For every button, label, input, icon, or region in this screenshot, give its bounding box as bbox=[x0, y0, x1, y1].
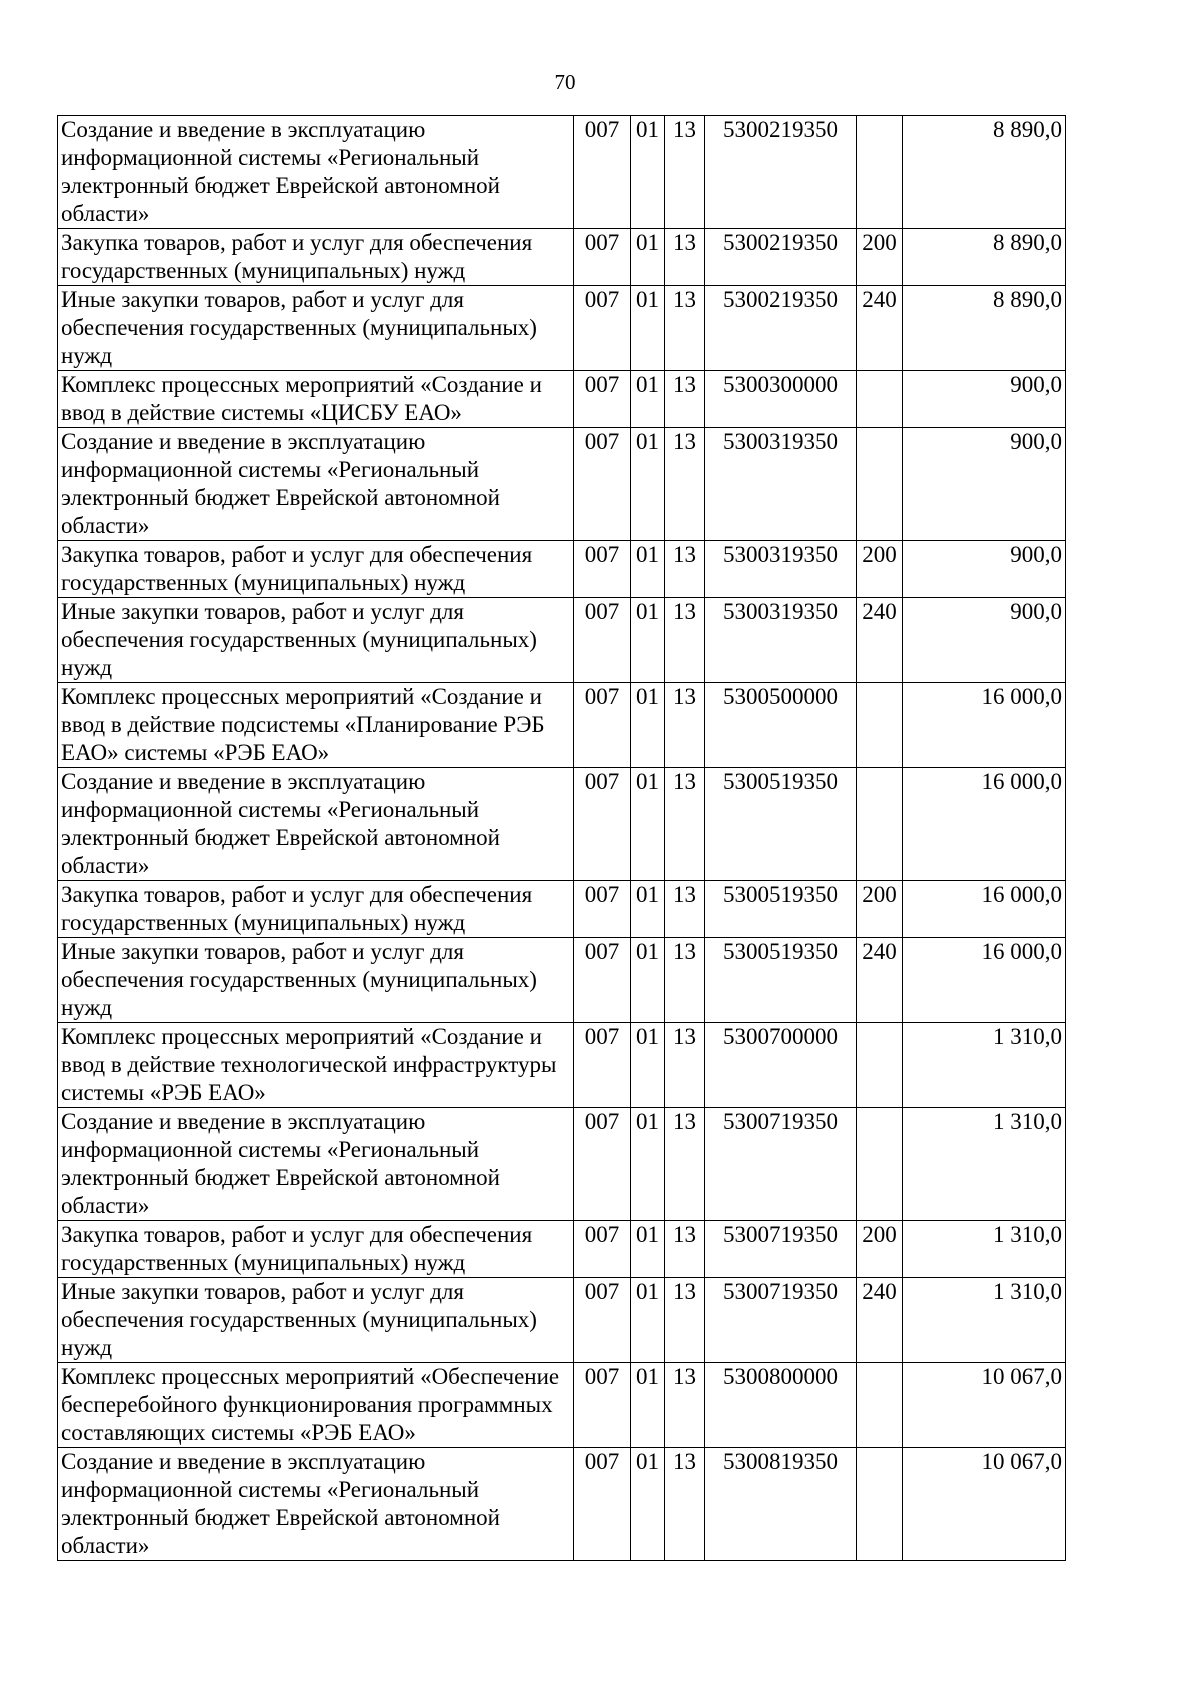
row-rz-cell: 01 bbox=[631, 371, 665, 428]
row-csr-cell: 5300719350 bbox=[705, 1221, 857, 1278]
row-name-cell: Комплекс процессных мероприятий «Обеспечение бесперебойного функционирования программных составляющих системы «РЭБ ЕАО» bbox=[58, 1363, 574, 1448]
row-ved-cell: 007 bbox=[574, 116, 631, 229]
table-row bbox=[58, 371, 1066, 428]
table-row bbox=[58, 1108, 1066, 1221]
row-rz-cell: 01 bbox=[631, 881, 665, 938]
row-sum-cell: 1 310,0 bbox=[903, 1221, 1066, 1278]
row-pr-cell: 13 bbox=[665, 881, 705, 938]
table-row bbox=[58, 116, 1066, 229]
row-ved-cell: 007 bbox=[574, 229, 631, 286]
row-pr-cell: 13 bbox=[665, 1023, 705, 1108]
row-vr-cell: 240 bbox=[857, 598, 903, 683]
row-sum-cell: 8 890,0 bbox=[903, 116, 1066, 229]
row-sum-cell: 900,0 bbox=[903, 598, 1066, 683]
row-pr-cell: 13 bbox=[665, 1221, 705, 1278]
table-row bbox=[58, 286, 1066, 371]
row-ved-cell: 007 bbox=[574, 1363, 631, 1448]
row-pr-cell: 13 bbox=[665, 1363, 705, 1448]
row-sum-cell: 900,0 bbox=[903, 541, 1066, 598]
row-ved-cell: 007 bbox=[574, 541, 631, 598]
row-csr-cell: 5300719350 bbox=[705, 1108, 857, 1221]
row-rz-cell: 01 bbox=[631, 1448, 665, 1561]
row-rz-cell: 01 bbox=[631, 1221, 665, 1278]
table-row bbox=[58, 1023, 1066, 1108]
row-csr-cell: 5300500000 bbox=[705, 683, 857, 768]
row-name-cell: Комплекс процессных мероприятий «Создание и ввод в действие подсистемы «Планирование РЭБ ЕАО» системы «РЭБ ЕАО» bbox=[58, 683, 574, 768]
budget-table-body bbox=[58, 116, 1066, 1561]
row-rz-cell: 01 bbox=[631, 683, 665, 768]
row-pr-cell: 13 bbox=[665, 286, 705, 371]
budget-table bbox=[57, 115, 1066, 1561]
row-rz-cell: 01 bbox=[631, 116, 665, 229]
row-vr-cell bbox=[857, 428, 903, 541]
row-rz-cell: 01 bbox=[631, 1023, 665, 1108]
row-csr-cell: 5300319350 bbox=[705, 598, 857, 683]
row-csr-cell: 5300519350 bbox=[705, 881, 857, 938]
row-csr-cell: 5300219350 bbox=[705, 286, 857, 371]
row-pr-cell: 13 bbox=[665, 938, 705, 1023]
row-vr-cell: 200 bbox=[857, 541, 903, 598]
row-pr-cell: 13 bbox=[665, 683, 705, 768]
table-row bbox=[58, 768, 1066, 881]
table-row bbox=[58, 541, 1066, 598]
row-pr-cell: 13 bbox=[665, 116, 705, 229]
row-pr-cell: 13 bbox=[665, 428, 705, 541]
table-row bbox=[58, 938, 1066, 1023]
table-row bbox=[58, 229, 1066, 286]
table-row bbox=[58, 1448, 1066, 1561]
row-rz-cell: 01 bbox=[631, 598, 665, 683]
row-csr-cell: 5300700000 bbox=[705, 1023, 857, 1108]
row-pr-cell: 13 bbox=[665, 371, 705, 428]
row-vr-cell bbox=[857, 1108, 903, 1221]
row-vr-cell bbox=[857, 1363, 903, 1448]
row-ved-cell: 007 bbox=[574, 428, 631, 541]
row-csr-cell: 5300300000 bbox=[705, 371, 857, 428]
row-name-cell: Закупка товаров, работ и услуг для обеспечения государственных (муниципальных) нужд bbox=[58, 1221, 574, 1278]
page-number: 70 bbox=[554, 70, 576, 94]
row-ved-cell: 007 bbox=[574, 286, 631, 371]
row-ved-cell: 007 bbox=[574, 1448, 631, 1561]
table-row bbox=[58, 1221, 1066, 1278]
row-name-cell: Создание и введение в эксплуатацию информационной системы «Региональный электронный бюджет Еврейской автономной области» bbox=[58, 1108, 574, 1221]
row-sum-cell: 16 000,0 bbox=[903, 768, 1066, 881]
row-pr-cell: 13 bbox=[665, 598, 705, 683]
row-sum-cell: 8 890,0 bbox=[903, 286, 1066, 371]
row-csr-cell: 5300319350 bbox=[705, 428, 857, 541]
row-csr-cell: 5300519350 bbox=[705, 768, 857, 881]
row-rz-cell: 01 bbox=[631, 768, 665, 881]
row-rz-cell: 01 bbox=[631, 1363, 665, 1448]
row-ved-cell: 007 bbox=[574, 598, 631, 683]
row-ved-cell: 007 bbox=[574, 1023, 631, 1108]
row-ved-cell: 007 bbox=[574, 1108, 631, 1221]
row-sum-cell: 10 067,0 bbox=[903, 1363, 1066, 1448]
row-rz-cell: 01 bbox=[631, 1278, 665, 1363]
row-name-cell: Создание и введение в эксплуатацию информационной системы «Региональный электронный бюджет Еврейской автономной области» bbox=[58, 1448, 574, 1561]
row-rz-cell: 01 bbox=[631, 1108, 665, 1221]
row-pr-cell: 13 bbox=[665, 1278, 705, 1363]
row-sum-cell: 16 000,0 bbox=[903, 683, 1066, 768]
row-csr-cell: 5300319350 bbox=[705, 541, 857, 598]
row-csr-cell: 5300219350 bbox=[705, 229, 857, 286]
row-name-cell: Создание и введение в эксплуатацию информационной системы «Региональный электронный бюджет Еврейской автономной области» bbox=[58, 116, 574, 229]
row-csr-cell: 5300519350 bbox=[705, 938, 857, 1023]
row-pr-cell: 13 bbox=[665, 1108, 705, 1221]
row-rz-cell: 01 bbox=[631, 286, 665, 371]
table-row bbox=[58, 598, 1066, 683]
row-rz-cell: 01 bbox=[631, 938, 665, 1023]
row-vr-cell bbox=[857, 683, 903, 768]
row-vr-cell bbox=[857, 371, 903, 428]
row-vr-cell: 240 bbox=[857, 938, 903, 1023]
row-name-cell: Иные закупки товаров, работ и услуг для обеспечения государственных (муниципальных) нужд bbox=[58, 938, 574, 1023]
row-vr-cell bbox=[857, 1448, 903, 1561]
row-ved-cell: 007 bbox=[574, 881, 631, 938]
row-sum-cell: 1 310,0 bbox=[903, 1108, 1066, 1221]
row-name-cell: Закупка товаров, работ и услуг для обеспечения государственных (муниципальных) нужд bbox=[58, 881, 574, 938]
row-sum-cell: 10 067,0 bbox=[903, 1448, 1066, 1561]
row-name-cell: Создание и введение в эксплуатацию информационной системы «Региональный электронный бюджет Еврейской автономной области» bbox=[58, 428, 574, 541]
row-vr-cell: 240 bbox=[857, 286, 903, 371]
row-pr-cell: 13 bbox=[665, 541, 705, 598]
row-vr-cell bbox=[857, 768, 903, 881]
row-csr-cell: 5300719350 bbox=[705, 1278, 857, 1363]
row-vr-cell: 240 bbox=[857, 1278, 903, 1363]
row-ved-cell: 007 bbox=[574, 768, 631, 881]
row-name-cell: Закупка товаров, работ и услуг для обеспечения государственных (муниципальных) нужд bbox=[58, 541, 574, 598]
row-sum-cell: 1 310,0 bbox=[903, 1023, 1066, 1108]
row-vr-cell: 200 bbox=[857, 229, 903, 286]
row-ved-cell: 007 bbox=[574, 1278, 631, 1363]
row-name-cell: Иные закупки товаров, работ и услуг для обеспечения государственных (муниципальных) нужд bbox=[58, 286, 574, 371]
row-csr-cell: 5300819350 bbox=[705, 1448, 857, 1561]
table-row bbox=[58, 428, 1066, 541]
row-sum-cell: 16 000,0 bbox=[903, 938, 1066, 1023]
row-sum-cell: 900,0 bbox=[903, 428, 1066, 541]
row-vr-cell bbox=[857, 1023, 903, 1108]
row-ved-cell: 007 bbox=[574, 371, 631, 428]
row-ved-cell: 007 bbox=[574, 683, 631, 768]
row-rz-cell: 01 bbox=[631, 428, 665, 541]
row-vr-cell bbox=[857, 116, 903, 229]
row-pr-cell: 13 bbox=[665, 1448, 705, 1561]
table-row bbox=[58, 1278, 1066, 1363]
row-rz-cell: 01 bbox=[631, 229, 665, 286]
row-sum-cell: 1 310,0 bbox=[903, 1278, 1066, 1363]
row-ved-cell: 007 bbox=[574, 1221, 631, 1278]
table-row bbox=[58, 1363, 1066, 1448]
table-row bbox=[58, 881, 1066, 938]
row-vr-cell: 200 bbox=[857, 881, 903, 938]
row-sum-cell: 900,0 bbox=[903, 371, 1066, 428]
row-name-cell: Иные закупки товаров, работ и услуг для обеспечения государственных (муниципальных) нужд bbox=[58, 1278, 574, 1363]
row-pr-cell: 13 bbox=[665, 229, 705, 286]
row-sum-cell: 8 890,0 bbox=[903, 229, 1066, 286]
row-sum-cell: 16 000,0 bbox=[903, 881, 1066, 938]
row-vr-cell: 200 bbox=[857, 1221, 903, 1278]
table-row bbox=[58, 683, 1066, 768]
row-name-cell: Создание и введение в эксплуатацию информационной системы «Региональный электронный бюджет Еврейской автономной области» bbox=[58, 768, 574, 881]
row-csr-cell: 5300800000 bbox=[705, 1363, 857, 1448]
row-csr-cell: 5300219350 bbox=[705, 116, 857, 229]
row-ved-cell: 007 bbox=[574, 938, 631, 1023]
row-name-cell: Закупка товаров, работ и услуг для обеспечения государственных (муниципальных) нужд bbox=[58, 229, 574, 286]
row-name-cell: Комплекс процессных мероприятий «Создание и ввод в действие технологической инфраструктуры системы «РЭБ ЕАО» bbox=[58, 1023, 574, 1108]
row-rz-cell: 01 bbox=[631, 541, 665, 598]
row-name-cell: Иные закупки товаров, работ и услуг для обеспечения государственных (муниципальных) нужд bbox=[58, 598, 574, 683]
row-pr-cell: 13 bbox=[665, 768, 705, 881]
row-name-cell: Комплекс процессных мероприятий «Создание и ввод в действие системы «ЦИСБУ ЕАО» bbox=[58, 371, 574, 428]
